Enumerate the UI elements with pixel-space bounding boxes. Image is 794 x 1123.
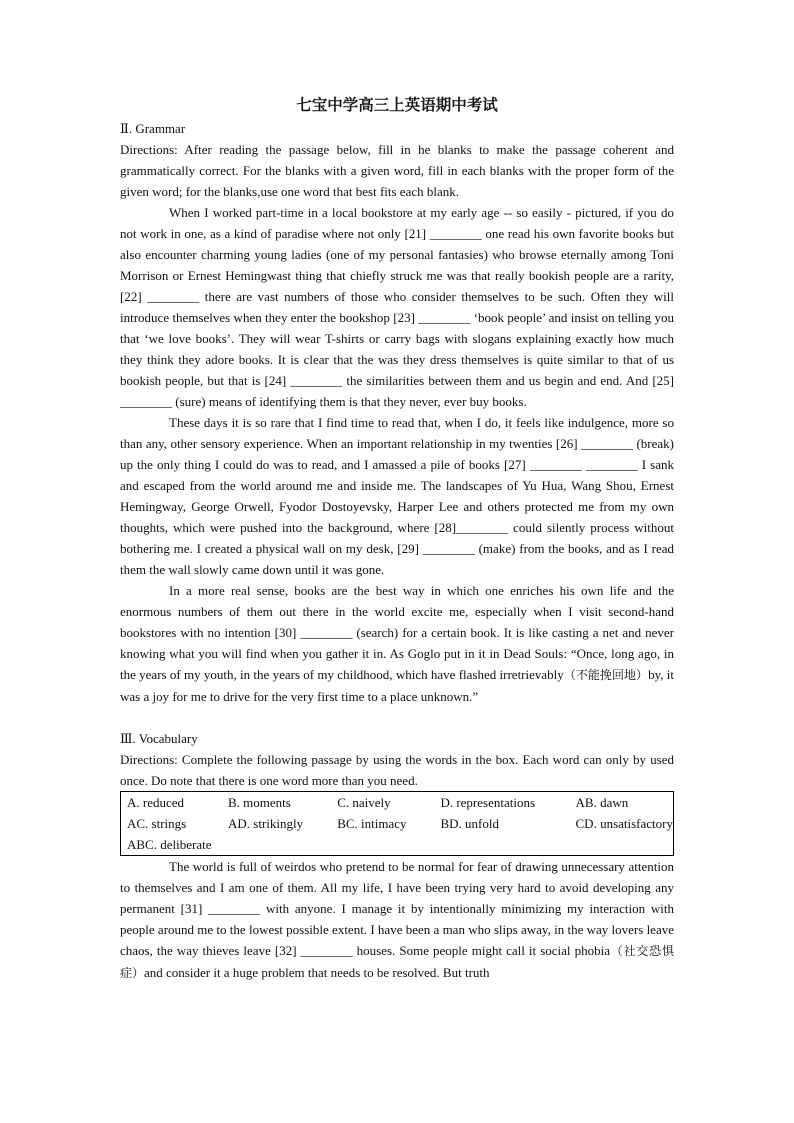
vocabulary-passage-end: and consider it a huge problem that needs to be resolved. But truth xyxy=(144,965,490,980)
exam-page xyxy=(120,95,674,984)
chinese-note: （社交恐惧症） xyxy=(120,944,674,980)
grammar-paragraph-3 xyxy=(120,580,674,707)
word-option: ABC. deliberate xyxy=(127,837,212,852)
grammar-paragraph-1: When I worked part-time in a local bookstore at my early age -- so easily - pictured, if you do not work in one, as a kind of paradise where not only [21] ________ one read his own favorite books but also encounter charming young ladies (one of my personal fantasies) who browse eternally among Toni Morrison or Ernest Hemingwast thing that chiefly struck me was that really bookish people are a rarity, [22] ________ there are vast numbers of those who consider themselves to be such. Often they will introduce themselves when they enter the bookshop [23] ________ ‘book people’ and insist on telling you that ‘we love books’. They will wear T-shirts or carry bags with slogans explaining exactly how much they think they adore books. It is clear that the was they dress themselves is quite similar to that of us bookish people, but that is [24] ________ the similarities between them and us begin and end. And [25] ________ (sure) means of identifying them is that they never, ever buy books. xyxy=(120,205,674,409)
vocabulary-heading: Ⅲ. Vocabulary xyxy=(120,731,198,746)
vocabulary-passage-text: The world is full of weirdos who pretend to be normal for fear of drawing unnecessary attention to themselves and I am one of them. All my life, I have been trying very hard to avoid developing any permanent [31] ________ with anyone. I manage it by intentionally minimizing my interaction with people around me to the lowest possible extent. I have been a man who slips away, in the way lovers leave chaos, the way thieves leave [32] ________ houses. Some people might call it social phobia xyxy=(120,859,674,958)
vocabulary-passage xyxy=(120,856,674,984)
word-option: CD. unsatisfactory xyxy=(575,816,673,831)
word-option: D. representations xyxy=(440,795,536,810)
word-box-row xyxy=(121,792,674,814)
grammar-heading: Ⅱ. Grammar xyxy=(120,121,186,136)
word-option: BD. unfold xyxy=(440,816,499,831)
word-option: BC. intimacy xyxy=(337,816,407,831)
grammar-paragraph-3-text: In a more real sense, books are the best way in which one enriches his own life and the enormous numbers of them out there in the world excite me, especially when I visit second-hand bookstores with no intention [30] ________ (search) for a certain book. It is like casting a net and never knowing what you will find when you gather it in. As Goglo put in it in Dead Souls: “Once, long ago, in the years of my youth, in the years of my childhood, which have flashed irretrievably xyxy=(120,583,674,682)
vocabulary-directions: Directions: Complete the following passage by using the words in the box. Each word can only by used once. Do note that there is one word more than you need. xyxy=(120,752,674,788)
grammar-directions: Directions: After reading the passage below, fill in he blanks to make the passage coherent and grammatically correct. For the blanks with a given word, fill in each blanks with the proper form of the given word; for the blanks,use one word that best fits each blank. xyxy=(120,142,674,199)
word-box-row xyxy=(121,813,674,834)
word-box xyxy=(120,791,674,856)
word-option: C. naively xyxy=(337,795,391,810)
word-option: AB. dawn xyxy=(575,795,629,810)
word-option: A. reduced xyxy=(127,795,185,810)
page-title: 七宝中学高三上英语期中考试 xyxy=(296,96,498,114)
grammar-paragraph-2: These days it is so rare that I find time to read that, when I do, it feels like indulgence, more so than any, other sensory experience. When an important relationship in my twenties [26] ________ (break) up the only thing I could do was to read, and I amassed a pile of books [27] ________ ________ I sank and escaped from the world around me and inside me. The landscapes of Yu Hua, Wang Shou, Ernest Hemingway, George Orwell, Fyodor Dostoyevsky, Harper Lee and others protected me from my own thoughts, which were pushed into the background, where [28]________ could silently process without bothering me. I created a physical wall on my desk, [29] ________ (make) from the books, and as I read them the wall slowly came down until it was gone. xyxy=(120,415,674,577)
section-gap xyxy=(120,707,674,728)
grammar-paragraph-3-end: by, it was a joy for me to drive for the very first time to a place unknown.” xyxy=(120,667,674,704)
word-box-row xyxy=(121,834,674,856)
word-option: AC. strings xyxy=(127,816,187,831)
word-option: B. moments xyxy=(228,795,291,810)
chinese-note: （不能挽回地） xyxy=(563,668,649,682)
word-option: AD. strikingly xyxy=(228,816,304,831)
